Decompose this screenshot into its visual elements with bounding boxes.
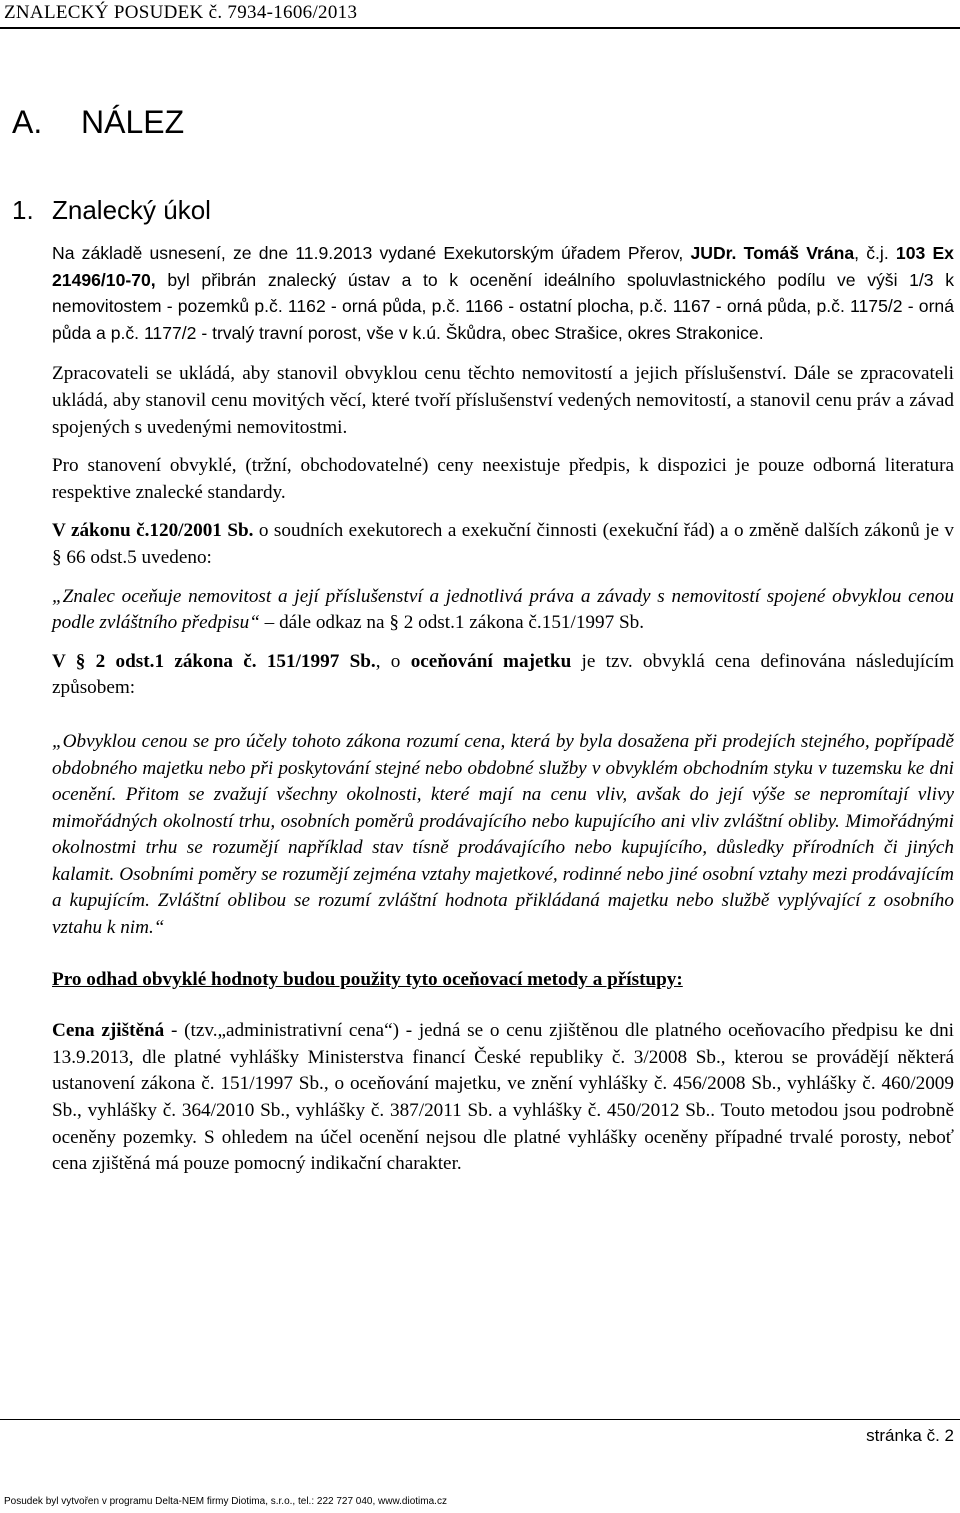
- paragraph-assignment: [52, 240, 954, 346]
- assignment-text-3: byl přibrán znalecký ústav a to k ocenění ideálního spoluvlastnického podílu ve výši 1/3 k nemovitostem - pozemků p.č. 1162 - orná půda, p.č. 1166 - ostatní plocha, p.č. 1167 - orná půda, p.č. 1175/2 - orná půda a p.č. 1177/2 - trvalý travní porost, vše v k.ú. Škůdra, obec Strašice, okres Strakonice.: [52, 269, 954, 343]
- footer-divider: [0, 1419, 960, 1420]
- definition-intro-text: je tzv. obvyklá cena definována následujícím způsobem:: [52, 650, 955, 699]
- paragraph-definition-quote: „Obvyklou cenou se pro účely tohoto zákona rozumí cena, která by byla dosažena při prodejích stejného, popřípadě obdobného majetku nebo při poskytování stejné nebo obdobné služby v obvyklém obchodním styku v tuzemsku ke dni ocenění. Přitom se zvažují všechny okolnosti, které mají na cenu vliv, avšak do její výše se nepromítají vlivy mimořádných okolností trhu, osobních poměrů prodávajícího nebo kupujícího ani vliv zvláštní obliby. Mimořádnými okolnostmi trhu se rozumějí například stav tísně prodávajícího nebo kupujícího, důsledky přírodních či jiných kalamit. Osobními poměry se rozumějí zejména vztahy majetkové, rodinné nebo jiné osobní vztahy mezi prodávajícím a kupujícím. Zvláštní oblibou se rozumí zvláštní hodnota přikládaná majetku nebo službě vyplývající z osobního vztahu k nim.“: [52, 730, 954, 939]
- assignment-text-2: , č.j.: [854, 243, 896, 263]
- law-reference-text: o soudních exekutorech a exekuční činnosti (exekuční řád) a o změně dalších zákonů je v § 66 odst.5 uvedeno:: [52, 520, 954, 568]
- methods-heading: [52, 967, 954, 994]
- header-title: ZNALECKÝ POSUDEK č. 7934-1606/2013: [4, 2, 358, 23]
- section-1-number: 1.: [12, 195, 34, 225]
- section-a-title: NÁLEZ: [81, 104, 185, 140]
- section-heading-1: [12, 195, 211, 226]
- document-body: [52, 240, 954, 1178]
- methods-heading-text: Pro odhad obvyklé hodnoty budou použity tyto oceňovací metody a přístupy:: [52, 968, 683, 990]
- executor-name: JUDr. Tomáš Vrána: [690, 243, 855, 263]
- assignment-text-1: Na základě usnesení, ze dne 11.9.2013 vydané Exekutorským úřadem Přerov,: [52, 243, 691, 263]
- paragraph-law-reference: [52, 518, 954, 571]
- appraiser-quote-ref: – dále odkaz na § 2 odst.1 zákona č.151/1997 Sb.: [259, 612, 645, 634]
- law-section-ref: V § 2 odst.1 zákona č. 151/1997 Sb.: [52, 650, 376, 672]
- law-name: V zákonu č.120/2001 Sb.: [52, 520, 254, 542]
- section-heading-a: [12, 104, 184, 141]
- definition-connector: , o: [375, 650, 411, 672]
- appraiser-quote: „Znalec oceňuje nemovitost a její příslušenství a jednotlivá práva a závady s nemovitostí spojené obvyklou cenou podle zvláštního předpisu“: [52, 585, 954, 634]
- administrative-price-label: Cena zjištěná: [52, 1020, 165, 1042]
- section-a-number: A.: [12, 104, 43, 140]
- paragraph-quote-appraiser: [52, 584, 954, 637]
- page-number: stránka č. 2: [866, 1426, 954, 1445]
- paragraph-task: Zpracovateli se ukládá, aby stanovil obvyklou cenu těchto nemovitostí a jejich příslušenství. Dále se zpracovateli ukládá, aby stanovil cenu movitých věcí, které tvoří příslušenství vedených nemovitostí, a stanovil cenu práv a závad spojených s uvedenými nemovitostmi.: [52, 363, 954, 438]
- administrative-price-text: - (tzv.„administrativní cena“) - jedná se o cenu zjištěnou dle platného oceňovacího předpisu ke dni 13.9.2013, dle platné vyhlášky Ministerstva financí České republiky č. 3/2008 Sb., kterou se provádějí některá ustanovení zákona č. 151/1997 Sb., o oceňování majetku, ve znění vyhlášky č. 456/2008 Sb., vyhlášky č. 460/2009 Sb., vyhlášky č. 364/2010 Sb., vyhlášky č. 387/2011 Sb. a vyhlášky č. 450/2012 Sb.. Touto metodou jsou podrobně oceněny pozemky. S ohledem na účel ocenění nejsou dle platné vyhlášky oceněny případné trvalé porosty, neboť cena zjištěná má pouze pomocný indikační charakter.: [52, 1020, 954, 1175]
- paragraph-definition-intro: [52, 649, 954, 702]
- software-credit: Posudek byl vytvořen v programu Delta-NEM firmy Diotima, s.r.o., tel.: 222 727 040, www.diotima.cz: [4, 1496, 447, 1507]
- case-number: 103 Ex 21496/10-70,: [52, 243, 954, 290]
- page-header: [0, 0, 960, 29]
- paragraph-administrative-price: [52, 1018, 954, 1178]
- valuation-title: oceňování majetku: [410, 650, 572, 672]
- paragraph-no-regulation: Pro stanovení obvyklé, (tržní, obchodovatelné) ceny neexistuje předpis, k dispozici je pouze odborná literatura respektive znalecké standardy.: [52, 455, 954, 503]
- section-1-title: Znalecký úkol: [52, 195, 211, 225]
